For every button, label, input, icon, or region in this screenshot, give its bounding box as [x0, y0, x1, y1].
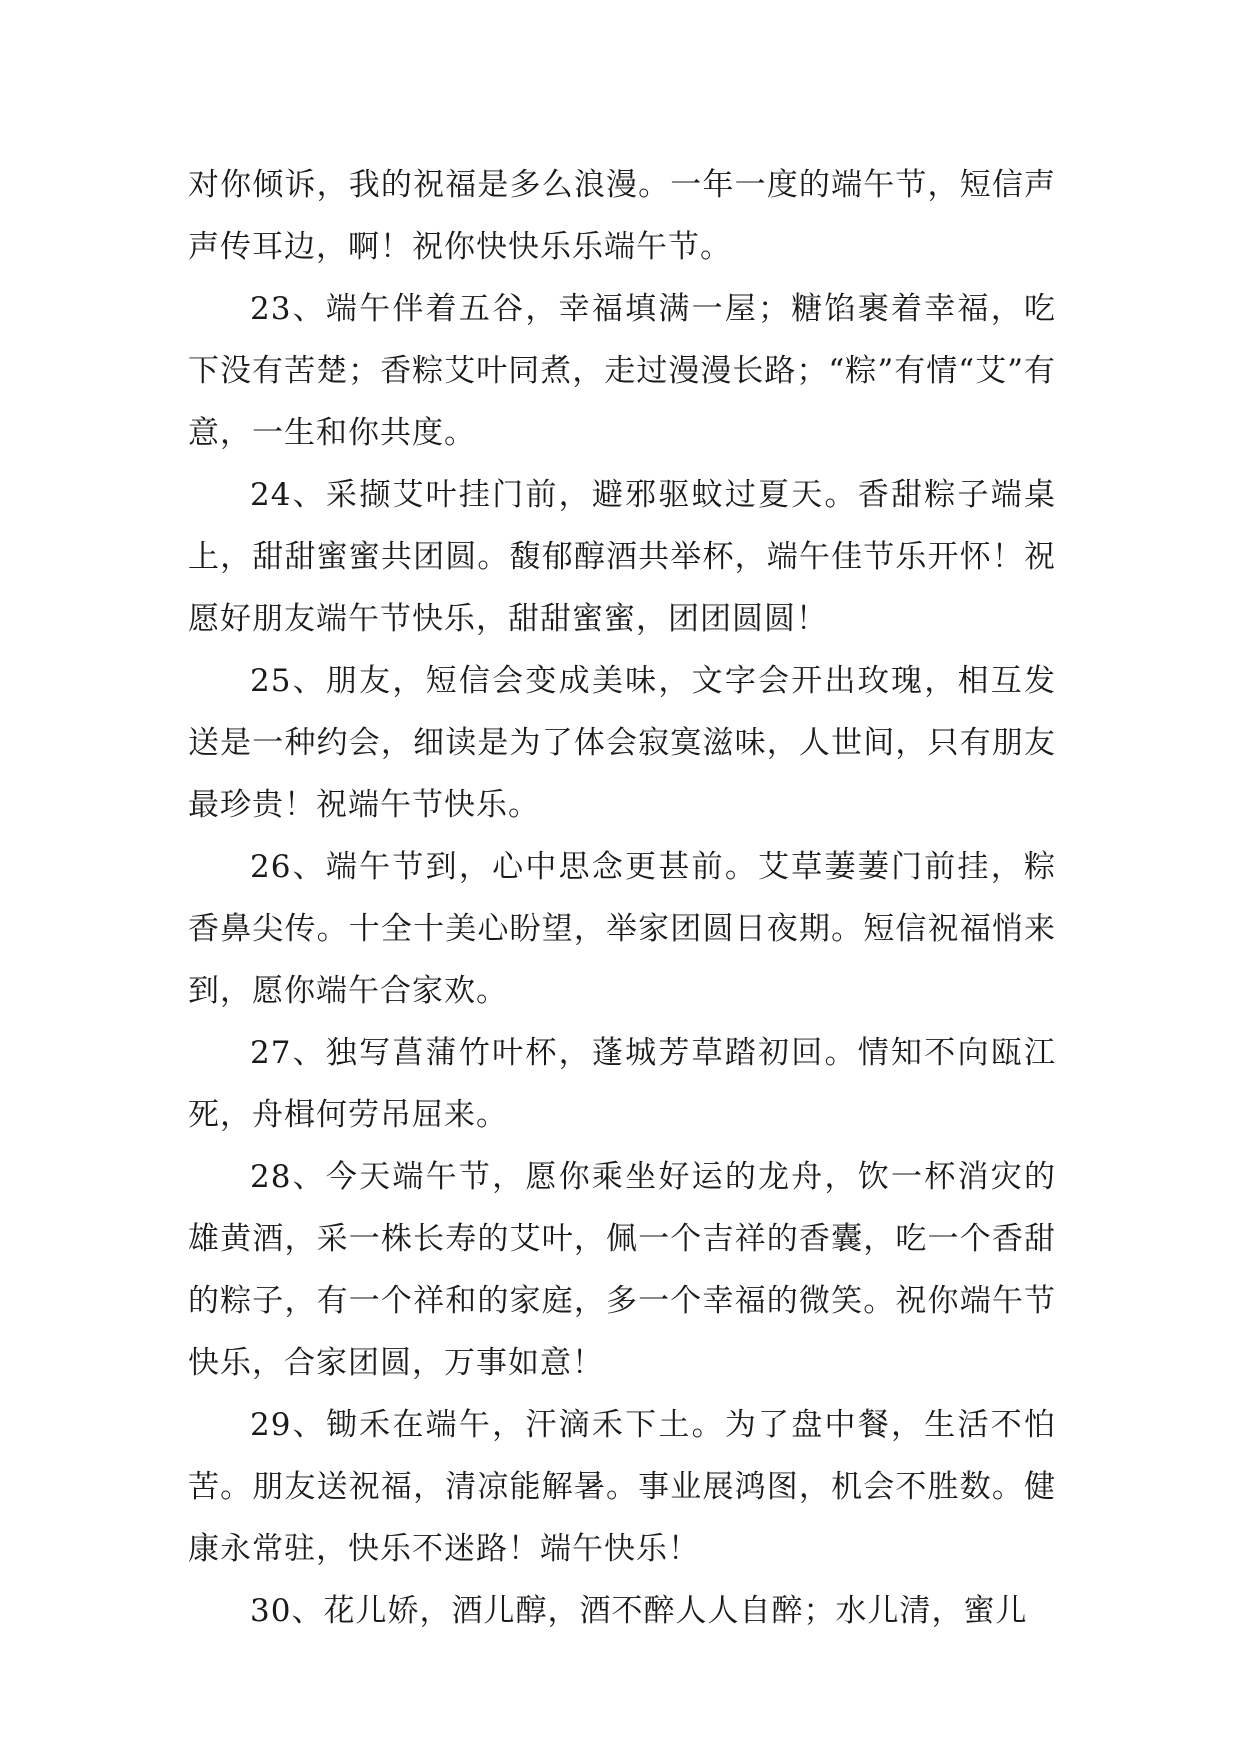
- paragraph-23: 23、端午伴着五谷，幸福填满一屋；糖馅裹着幸福，吃下没有苦楚；香粽艾叶同煮，走过漫漫长路；“粽”有情“艾”有意，一生和你共度。: [188, 291, 1056, 451]
- paragraph-24: 24、采撷艾叶挂门前，避邪驱蚊过夏天。香甜粽子端桌上，甜甜蜜蜜共团圆。馥郁醇酒共举杯，端午佳节乐开怀！祝愿好朋友端午节快乐，甜甜蜜蜜，团团圆圆！: [188, 477, 1056, 637]
- paragraph-27: 27、独写菖蒲竹叶杯，蓬城芳草踏初回。情知不向瓯江死，舟楫何劳吊屈来。: [188, 1035, 1056, 1133]
- paragraph-29: 29、锄禾在端午，汗滴禾下土。为了盘中餐，生活不怕苦。朋友送祝福，清凉能解暑。事业展鸿图，机会不胜数。健康永常驻，快乐不迷路！端午快乐！: [188, 1407, 1056, 1567]
- paragraph-25: 25、朋友，短信会变成美味，文字会开出玫瑰，相互发送是一种约会，细读是为了体会寂寞滋味，人世间，只有朋友最珍贵！祝端午节快乐。: [188, 663, 1056, 823]
- paragraph-26: 26、端午节到，心中思念更甚前。艾草萋萋门前挂，粽香鼻尖传。十全十美心盼望，举家团圆日夜期。短信祝福悄来到，愿你端午合家欢。: [188, 849, 1056, 1009]
- paragraph-28: 28、今天端午节，愿你乘坐好运的龙舟，饮一杯消灾的雄黄酒，采一株长寿的艾叶，佩一个吉祥的香囊，吃一个香甜的粽子，有一个祥和的家庭，多一个幸福的微笑。祝你端午节快乐，合家团圆，万事如意！: [188, 1159, 1056, 1381]
- paragraph-continuation: 对你倾诉，我的祝福是多么浪漫。一年一度的端午节，短信声声传耳边，啊！祝你快快乐乐端午节。: [188, 167, 1056, 265]
- paragraph-30: 30、花儿娇，酒儿醇，酒不醉人人自醉；水儿清，蜜儿: [250, 1593, 1028, 1629]
- document-body: [188, 154, 1056, 1642]
